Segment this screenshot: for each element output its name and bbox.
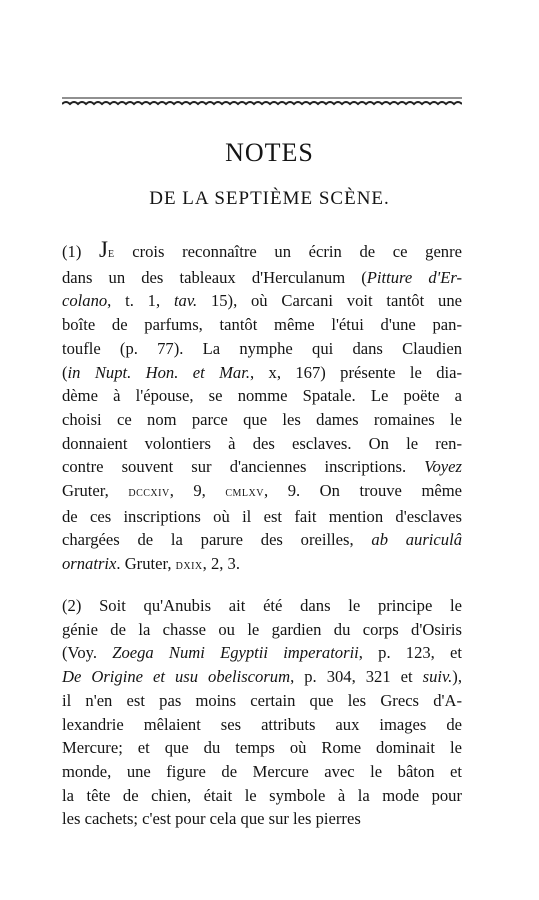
text-run: , t. 1, [107,291,174,311]
text-line [62,313,462,337]
text-line [62,736,462,760]
text-line [62,289,462,313]
italic-run: Zoega Numi Egyptii imperatorii [112,643,359,663]
text-line [62,432,462,456]
text-run: génie de la chasse ou le gardien du corps d'Osiris [62,619,462,639]
text-line [62,594,462,618]
text-run: ( [62,362,68,382]
text-run: il n'en est pas moins certain que les Grecs d'A- [62,690,462,710]
small-caps-run: cmlxv [225,485,264,501]
text-run: (2) Soit qu'Anubis ait été dans le principe le [62,596,462,615]
small-caps-run: dxix [175,558,203,574]
text-run: monde, une figure de Mercure avec le bâton et [62,761,462,781]
text-run: dème à l'épouse, se nomme Spatale. Le poëte a [62,386,462,406]
italic-run: in Nupt. Hon. et Mar. [67,362,250,382]
page-subtitle: DE LA SEPTIÈME SCÈNE. [149,188,390,209]
text-run: choisi ce nom parce que les dames romaines le [62,409,462,429]
text-run: les cachets; c'est pour cela que sur les pierres [62,809,361,829]
text-line [62,479,462,505]
italic-run: colano [62,291,108,311]
italic-run: Voyez [424,457,462,477]
text-line [62,618,462,642]
small-caps-run: e [107,246,115,261]
text-run: Mercure; et que du temps où Rome dominait le [62,738,462,758]
text-line [62,760,462,784]
text-line [62,665,462,689]
text-run: (1) [62,242,99,261]
text-line [62,266,462,290]
text-run: boîte de parfums, tantôt même l'étui d'une pan- [62,315,462,335]
text-run: donnaient volontiers à des esclaves. On le ren- [62,433,462,453]
page-title: NOTES [225,138,314,167]
text-run: . Gruter, [116,554,176,574]
text-run: toufle (p. 77). La nymphe qui dans Claudien [62,338,462,358]
text-run: , x, 167) présente le dia- [250,362,462,382]
text-run: Gruter, [62,481,129,501]
text-line [62,408,462,432]
text-line [62,641,462,665]
text-line [62,784,462,808]
text-run: chargées de la parure des oreilles, [62,530,372,550]
text-run: lexandrie mêlaient ses attributs aux images de [62,714,462,734]
italic-run: ab auriculâ [371,530,462,550]
text-run: , 9. On trouve même [264,481,462,501]
text-run: (Voy. [62,643,113,663]
text-run: , p. 304, 321 et [290,667,423,687]
text-run: ), [452,667,462,687]
wavy-rule-ornament [62,96,462,108]
text-run: , p. 123, et [358,643,462,663]
text-run: 15), où Carcani voit tantôt une [197,291,462,311]
text-run: dans un des tableaux d'Herculanum ( [62,267,367,287]
note-1 [62,238,462,578]
text-line [62,238,462,266]
text-run: crois reconnaître un écrin de ce genre [114,242,462,261]
italic-run: suiv. [422,667,453,687]
text-line [62,455,462,479]
text-line [62,552,462,578]
text-line [62,713,462,737]
small-caps-run: dccxiv [128,485,170,501]
italic-run: Pitture d'Er- [366,267,462,287]
text-line [62,384,462,408]
text-run: la tête de chien, était le symbole à la mode pour [62,785,462,805]
text-run: , 9, [169,481,226,501]
text-run: contre souvent sur d'anciennes inscriptions. [62,457,425,477]
initial-capital: J [99,237,108,262]
italic-run: tav. [173,291,198,311]
italic-run: De Origine et usu obeliscorum [62,667,291,687]
text-line [62,807,462,831]
note-2 [62,594,462,831]
text-run: , 2, 3. [202,554,240,574]
text-line [62,505,462,529]
italic-run: ornatrix [62,554,117,574]
text-run: de ces inscriptions où il est fait mention d'esclaves [62,506,462,526]
text-line [62,361,462,385]
text-line [62,528,462,552]
text-line [62,337,462,361]
text-line [62,689,462,713]
